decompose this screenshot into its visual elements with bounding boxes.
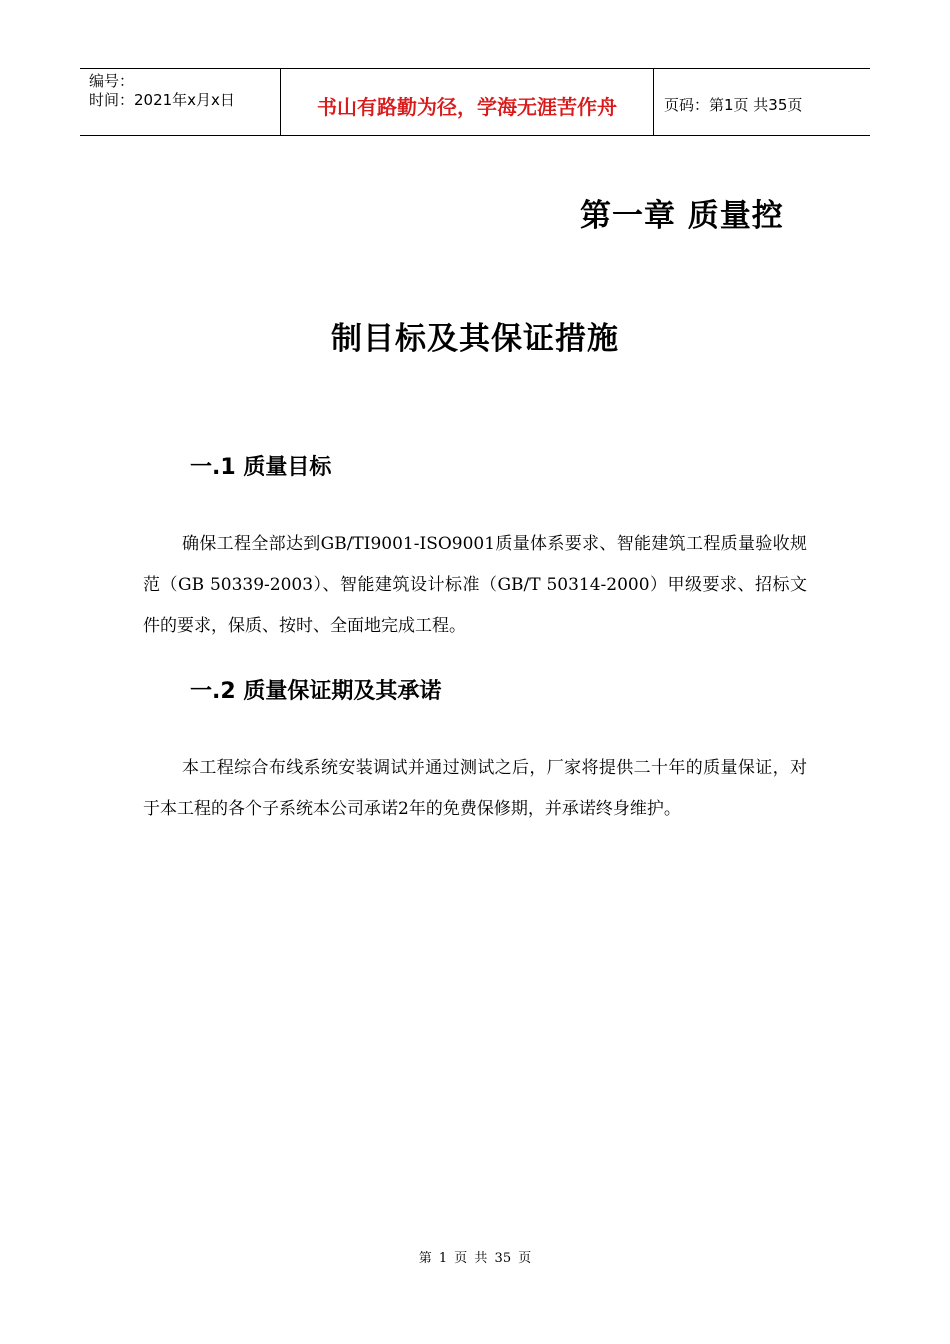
section-heading-warranty: 一.2 质量保证期及其承诺 [190,679,442,704]
section-body-warranty: 本工程综合布线系统安装调试并通过测试之后，厂家将提供二十年的质量保证，对于本工程的各个子系统本公司承诺2年的免费保修期，并承诺终身维护。 [143,758,807,819]
header-meta [80,69,281,135]
page-header [80,68,870,136]
chapter-title-line-1: 第一章 质量控 [580,198,784,234]
chapter-title-line-2: 制目标及其保证措施 [331,321,619,357]
section-heading-quality-target: 一.1 质量目标 [190,455,332,480]
header-motto: 书山有路勤为径，学海无涯苦作舟 [281,69,654,135]
document-number-label: 编号： [89,72,135,90]
page-footer: 第 1 页 共 35 页 [418,1251,532,1266]
document-date-label: 时间：2021年x月x日 [89,91,235,109]
section-body-quality-target: 确保工程全部达到GB/TI9001-ISO9001质量体系要求、智能建筑工程质量验收规范（GB 50339-2003）、智能建筑设计标准（GB/T 50314-2000）甲级要求、招标文件的要求，保质、按时、全面地完成工程。 [143,534,807,636]
header-page-count: 页码：第1页 共35页 [664,96,803,114]
